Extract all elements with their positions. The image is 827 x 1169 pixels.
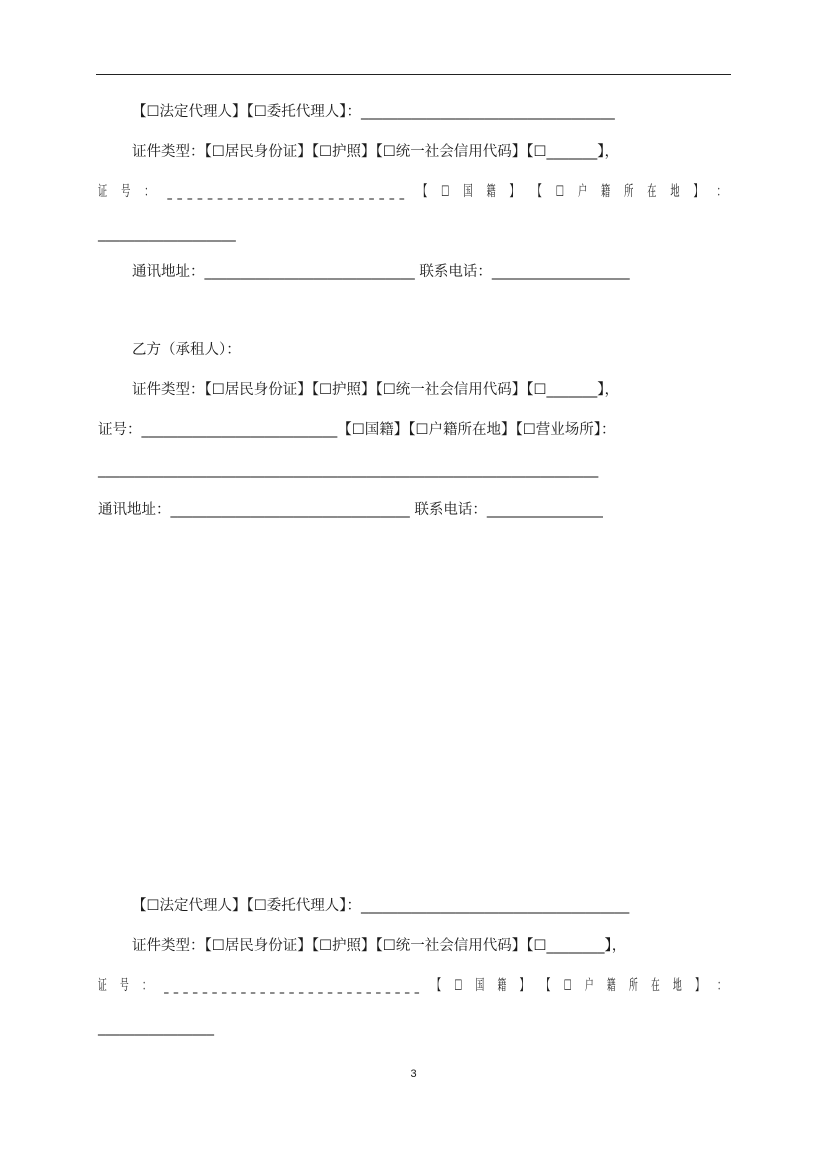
address-line-1: 通讯地址：_____________________________ 联系电话：___________________: [132, 264, 630, 280]
blank-line-1: ___________________: [98, 226, 236, 242]
id-number-line-2: 证号：___________________________【☐国籍】【☐户籍所在地】【☐营业场所】：: [98, 422, 616, 438]
address-line-2: 通讯地址：_________________________________ 联系电话：________________: [98, 502, 603, 518]
id-number-line-1: 证 号 ： ________________________ 【 ☐ 国 籍 】 【 ☐ 户 籍 所 在 地 】 ：: [98, 184, 732, 200]
agent-type-line-2: 【☐法定代理人】【☐委托代理人】：_____________________________________: [132, 898, 630, 914]
party-b-heading: 乙方（承租人）：: [132, 342, 241, 358]
id-type-line-1: 证件类型：【☐居民身份证】【☐护照】【☐统一社会信用代码】【☐_______】，: [132, 144, 619, 160]
id-type-line-3: 证件类型：【☐居民身份证】【☐护照】【☐统一社会信用代码】【☐________】，: [132, 938, 627, 954]
page-number: 3: [410, 1068, 417, 1080]
header-rule: [96, 74, 731, 75]
id-number-line-3: 证 号 ： ___________________________ 【 ☐ 国 籍 】 【 ☐ 户 籍 所 在 地 】 ：: [98, 978, 732, 994]
id-type-line-2: 证件类型：【☐居民身份证】【☐护照】【☐统一社会信用代码】【☐_______】，: [132, 382, 619, 398]
blank-line-2: _____________________________________________________________________: [98, 462, 599, 478]
blank-line-3: ________________: [98, 1020, 214, 1036]
agent-type-line-1: 【☐法定代理人】【☐委托代理人】：___________________________________: [132, 104, 615, 120]
